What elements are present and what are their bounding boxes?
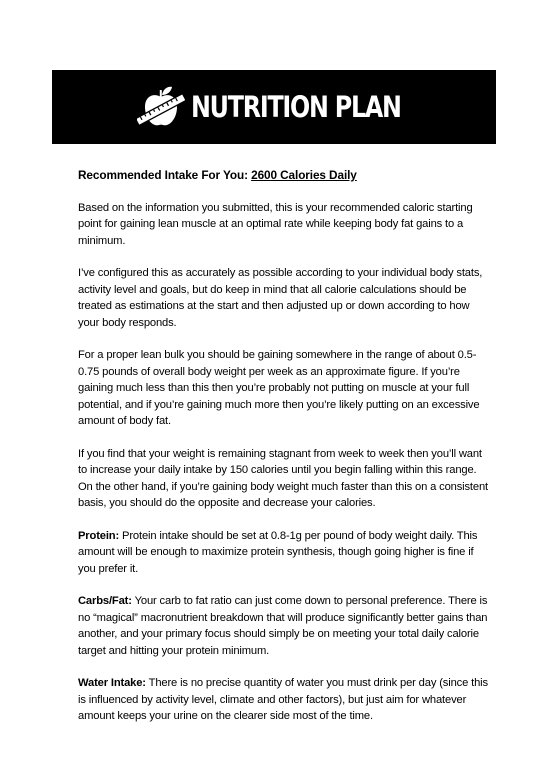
water-intake-text: There is no precise quantity of water you must drink per day (since this is influenced by activity level, climate and other factors), but just aim for whatever amount keeps your urine on the clearer side most of the time. (78, 677, 488, 723)
recommended-intake-label: Recommended Intake For You: (78, 168, 248, 182)
protein-label: Protein: (78, 529, 120, 542)
paragraph-starting-point: Based on the information you submitted, this is your recommended caloric starting point for gaining lean muscle at an optimal rate while keeping body fat gains to a minimum. (78, 201, 473, 247)
paragraph-adjustments: If you find that your weight is remaining stagnant from week to week then you’ll want to increase your daily intake by 150 calories until you begin falling within this range. On the other hand, if you’re gaining body weight much faster than this on a consistent basis, you should do the opposite and decrease your calories. (78, 447, 488, 510)
recommended-intake-value: 2600 Calories Daily (251, 168, 357, 182)
protein-section (78, 528, 488, 577)
document-body (78, 167, 488, 741)
water-intake-section (78, 675, 488, 724)
header-banner (52, 70, 496, 144)
carbs-fat-label: Carbs/Fat: (78, 595, 132, 608)
paragraph-lean-bulk: For a proper lean bulk you should be gaining somewhere in the range of about 0.5-0.75 pounds of overall body weight per week as an approximate figure. If you’re gaining much less than this then you’re probably not putting on muscle at your full potential, and if you’re gaining much more then you’re likely putting on an excessive amount of body fat. (78, 349, 480, 428)
water-intake-label: Water Intake: (78, 677, 146, 690)
paragraph-estimations: I’ve configured this as accurately as possible according to your individual body stats, activity level and goals, but do keep in mind that all calorie calculations should be treated as estimations at the start and then adjusted up or down according to how your body responds. (78, 267, 483, 329)
carbs-fat-text: Your carb to fat ratio can just come down to personal preference. There is no “magical” macronutrient breakdown that will produce significantly better gains than another, and your primary focus should simply be on meeting your total daily calorie target and hitting your protein minimum. (78, 595, 488, 657)
page-title: NUTRITION PLAN (191, 90, 401, 124)
carbs-fat-section (78, 593, 488, 659)
protein-text: Protein intake should be set at 0.8-1g per pound of body weight daily. This amount will be enough to maximize protein synthesis, though going higher is fine if you prefer it. (78, 529, 478, 575)
apple-measuring-tape-icon (137, 83, 185, 131)
recommended-intake (78, 167, 488, 183)
